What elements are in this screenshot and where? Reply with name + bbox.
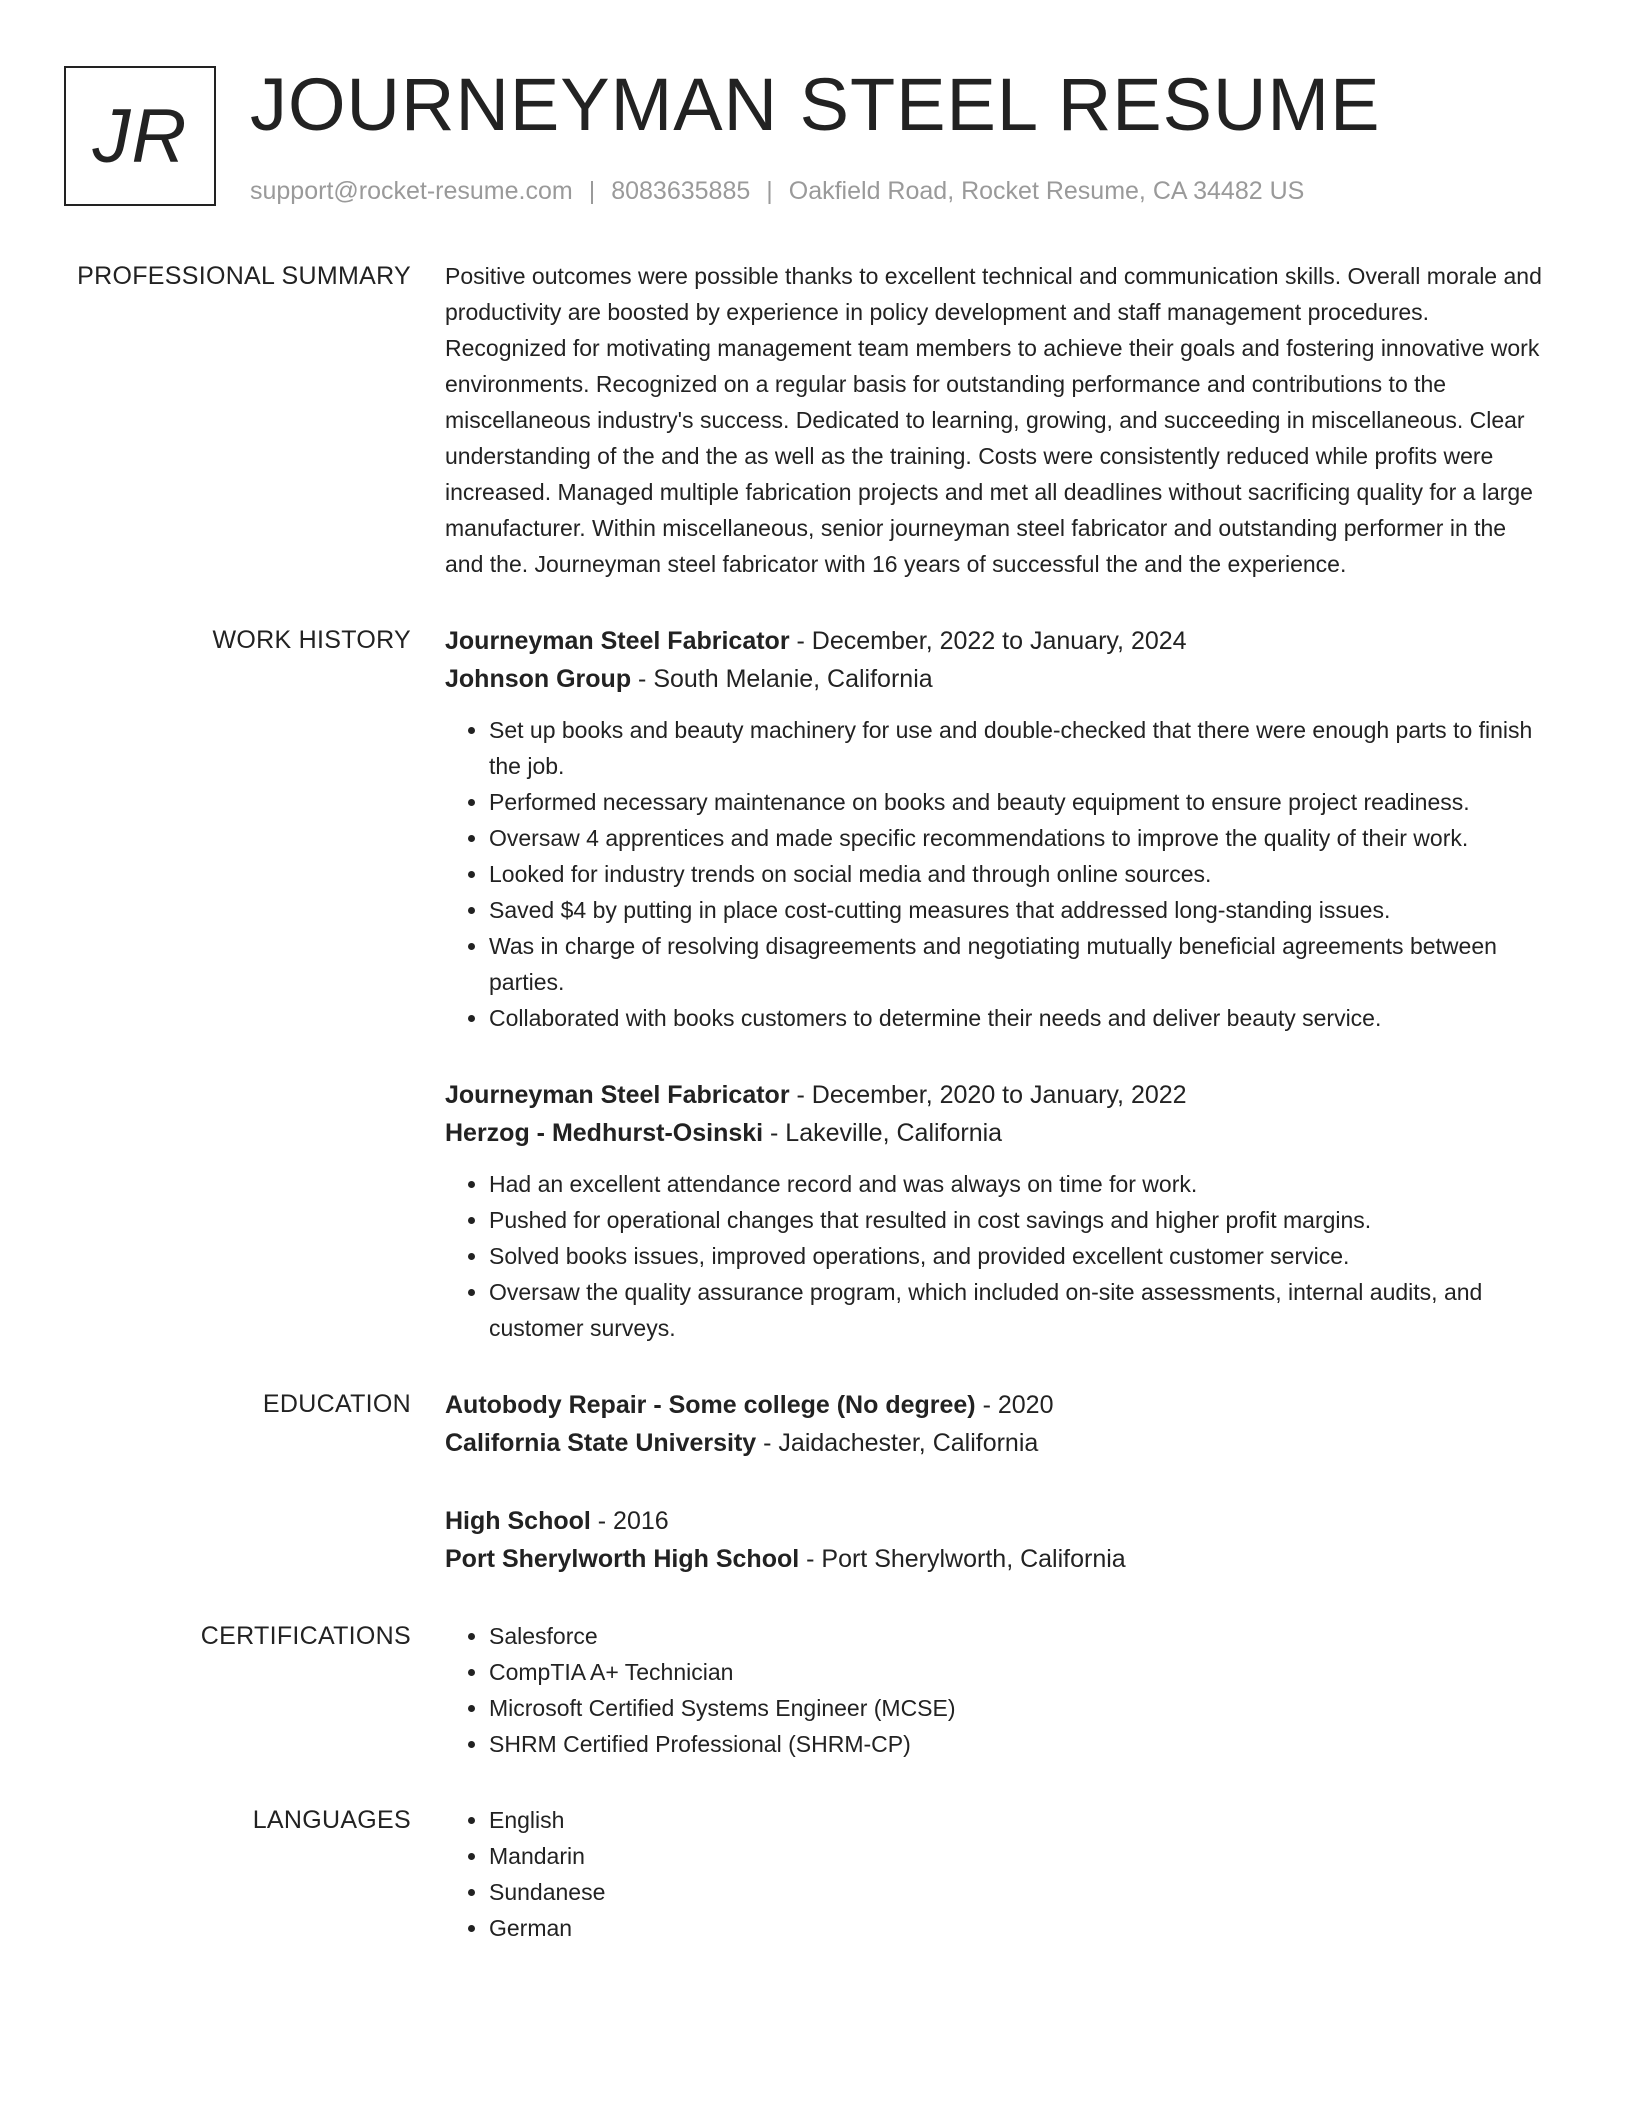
contact-line bbox=[250, 174, 1304, 208]
list-item: • Oversaw the quality assurance program, which included on-site assessments, internal audits, and customer surveys. bbox=[489, 1274, 1545, 1346]
job-bullets bbox=[445, 1166, 1545, 1346]
summary-text: Positive outcomes were possible thanks to excellent technical and communication skills. Overall morale and productivity are boosted by experience in policy development and staff management procedures. Recognized for motivating management team members to achieve their goals and fostering innovative work environments. Recognized on a regular basis for outstanding performance and contributions to the miscellaneous industry's success. Dedicated to learning, growing, and succeeding in miscellaneous. Clear understanding of the and the as well as the training. Costs were consistently reduced while profits were increased. Managed multiple fabrication projects and met all deadlines without sacrificing quality for a large manufacturer. Within miscellaneous, senior journeyman steel fabricator and outstanding performer in the and the. Journeyman steel fabricator with 16 years of successful the and the experience. bbox=[445, 263, 1542, 577]
section-body bbox=[445, 622, 1545, 1346]
list-item: • German bbox=[489, 1910, 1545, 1946]
list-item: • Set up books and beauty machinery for use and double-checked that there were enough parts to finish the job. bbox=[489, 712, 1545, 784]
job-company: Herzog - Medhurst-Osinski bbox=[445, 1119, 764, 1147]
resume-header bbox=[64, 64, 1568, 214]
section-label: PROFESSIONAL SUMMARY bbox=[77, 262, 411, 290]
section-label: WORK HISTORY bbox=[212, 626, 411, 654]
list-item: • Mandarin bbox=[489, 1838, 1545, 1874]
list-item: • Performed necessary maintenance on books and beauty equipment to ensure project readiness. bbox=[489, 784, 1545, 820]
job-company: Johnson Group bbox=[445, 665, 632, 693]
section-education bbox=[0, 1386, 1632, 1578]
list-item: • Was in charge of resolving disagreements and negotiating mutually beneficial agreements between parties. bbox=[489, 928, 1545, 1000]
education-school: California State University bbox=[445, 1429, 757, 1457]
section-label: CERTIFICATIONS bbox=[200, 1622, 411, 1650]
list-item: • Microsoft Certified Systems Engineer (MCSE) bbox=[489, 1690, 1545, 1726]
education-location: - Jaidachester, California bbox=[756, 1429, 1039, 1457]
education-year: - 2016 bbox=[590, 1507, 669, 1535]
education-entry bbox=[445, 1502, 1545, 1578]
list-item: • Oversaw 4 apprentices and made specific recommendations to improve the quality of their work. bbox=[489, 820, 1545, 856]
list-item: • SHRM Certified Professional (SHRM-CP) bbox=[489, 1726, 1545, 1762]
section-body bbox=[445, 258, 1545, 582]
contact-separator: | bbox=[588, 177, 596, 205]
section-body bbox=[445, 1386, 1545, 1578]
job-title-line bbox=[445, 622, 1545, 660]
job-company-line bbox=[445, 1114, 1545, 1152]
education-school: Port Sherylworth High School bbox=[445, 1545, 800, 1573]
job-location: - Lakeville, California bbox=[763, 1119, 1003, 1147]
section-work-history bbox=[0, 622, 1632, 1346]
education-degree-line bbox=[445, 1502, 1545, 1540]
resume-content bbox=[0, 258, 1632, 1986]
list-item: • Saved $4 by putting in place cost-cutting measures that addressed long-standing issues. bbox=[489, 892, 1545, 928]
section-label: LANGUAGES bbox=[252, 1806, 411, 1834]
contact-address: Oakfield Road, Rocket Resume, CA 34482 US bbox=[788, 177, 1305, 205]
initials-monogram: JR bbox=[64, 66, 216, 206]
list-item: • Had an excellent attendance record and was always on time for work. bbox=[489, 1166, 1545, 1202]
certifications-list bbox=[445, 1618, 1545, 1762]
education-degree: High School bbox=[445, 1507, 591, 1535]
list-item: • Pushed for operational changes that resulted in cost savings and higher profit margins. bbox=[489, 1202, 1545, 1238]
list-item: • Collaborated with books customers to determine their needs and deliver beauty service. bbox=[489, 1000, 1545, 1036]
list-item: • Looked for industry trends on social media and through online sources. bbox=[489, 856, 1545, 892]
section-body bbox=[445, 1802, 1545, 1946]
education-school-line bbox=[445, 1540, 1545, 1578]
section-languages bbox=[0, 1802, 1632, 1946]
section-body bbox=[445, 1618, 1545, 1762]
job-location: - South Melanie, California bbox=[631, 665, 933, 693]
job-title: Journeyman Steel Fabricator bbox=[445, 627, 790, 655]
job-company-line bbox=[445, 660, 1545, 698]
education-year: - 2020 bbox=[975, 1391, 1054, 1419]
section-professional-summary bbox=[0, 258, 1632, 582]
list-item: • Sundanese bbox=[489, 1874, 1545, 1910]
job-title-line bbox=[445, 1076, 1545, 1114]
section-label: EDUCATION bbox=[262, 1390, 411, 1418]
contact-separator: | bbox=[766, 177, 773, 205]
job-dates: - December, 2022 to January, 2024 bbox=[789, 627, 1187, 655]
education-school-line bbox=[445, 1424, 1545, 1462]
resume-title: JOURNEYMAN STEEL RESUME bbox=[250, 63, 1381, 146]
languages-list bbox=[445, 1802, 1545, 1946]
list-item: • Salesforce bbox=[489, 1618, 1545, 1654]
education-entry bbox=[445, 1386, 1545, 1462]
job-entry bbox=[445, 1076, 1545, 1346]
job-dates: - December, 2020 to January, 2022 bbox=[789, 1081, 1187, 1109]
job-bullets bbox=[445, 712, 1545, 1036]
list-item: • CompTIA A+ Technician bbox=[489, 1654, 1545, 1690]
contact-email: support@rocket-resume.com bbox=[250, 177, 573, 205]
job-entry bbox=[445, 622, 1545, 1036]
education-degree-line bbox=[445, 1386, 1545, 1424]
section-certifications bbox=[0, 1618, 1632, 1762]
education-location: - Port Sherylworth, California bbox=[799, 1545, 1126, 1573]
job-title: Journeyman Steel Fabricator bbox=[445, 1081, 790, 1109]
education-degree: Autobody Repair - Some college (No degree) bbox=[445, 1391, 976, 1419]
list-item: • English bbox=[489, 1802, 1545, 1838]
list-item: • Solved books issues, improved operations, and provided excellent customer service. bbox=[489, 1238, 1545, 1274]
contact-phone: 8083635885 bbox=[611, 177, 751, 205]
